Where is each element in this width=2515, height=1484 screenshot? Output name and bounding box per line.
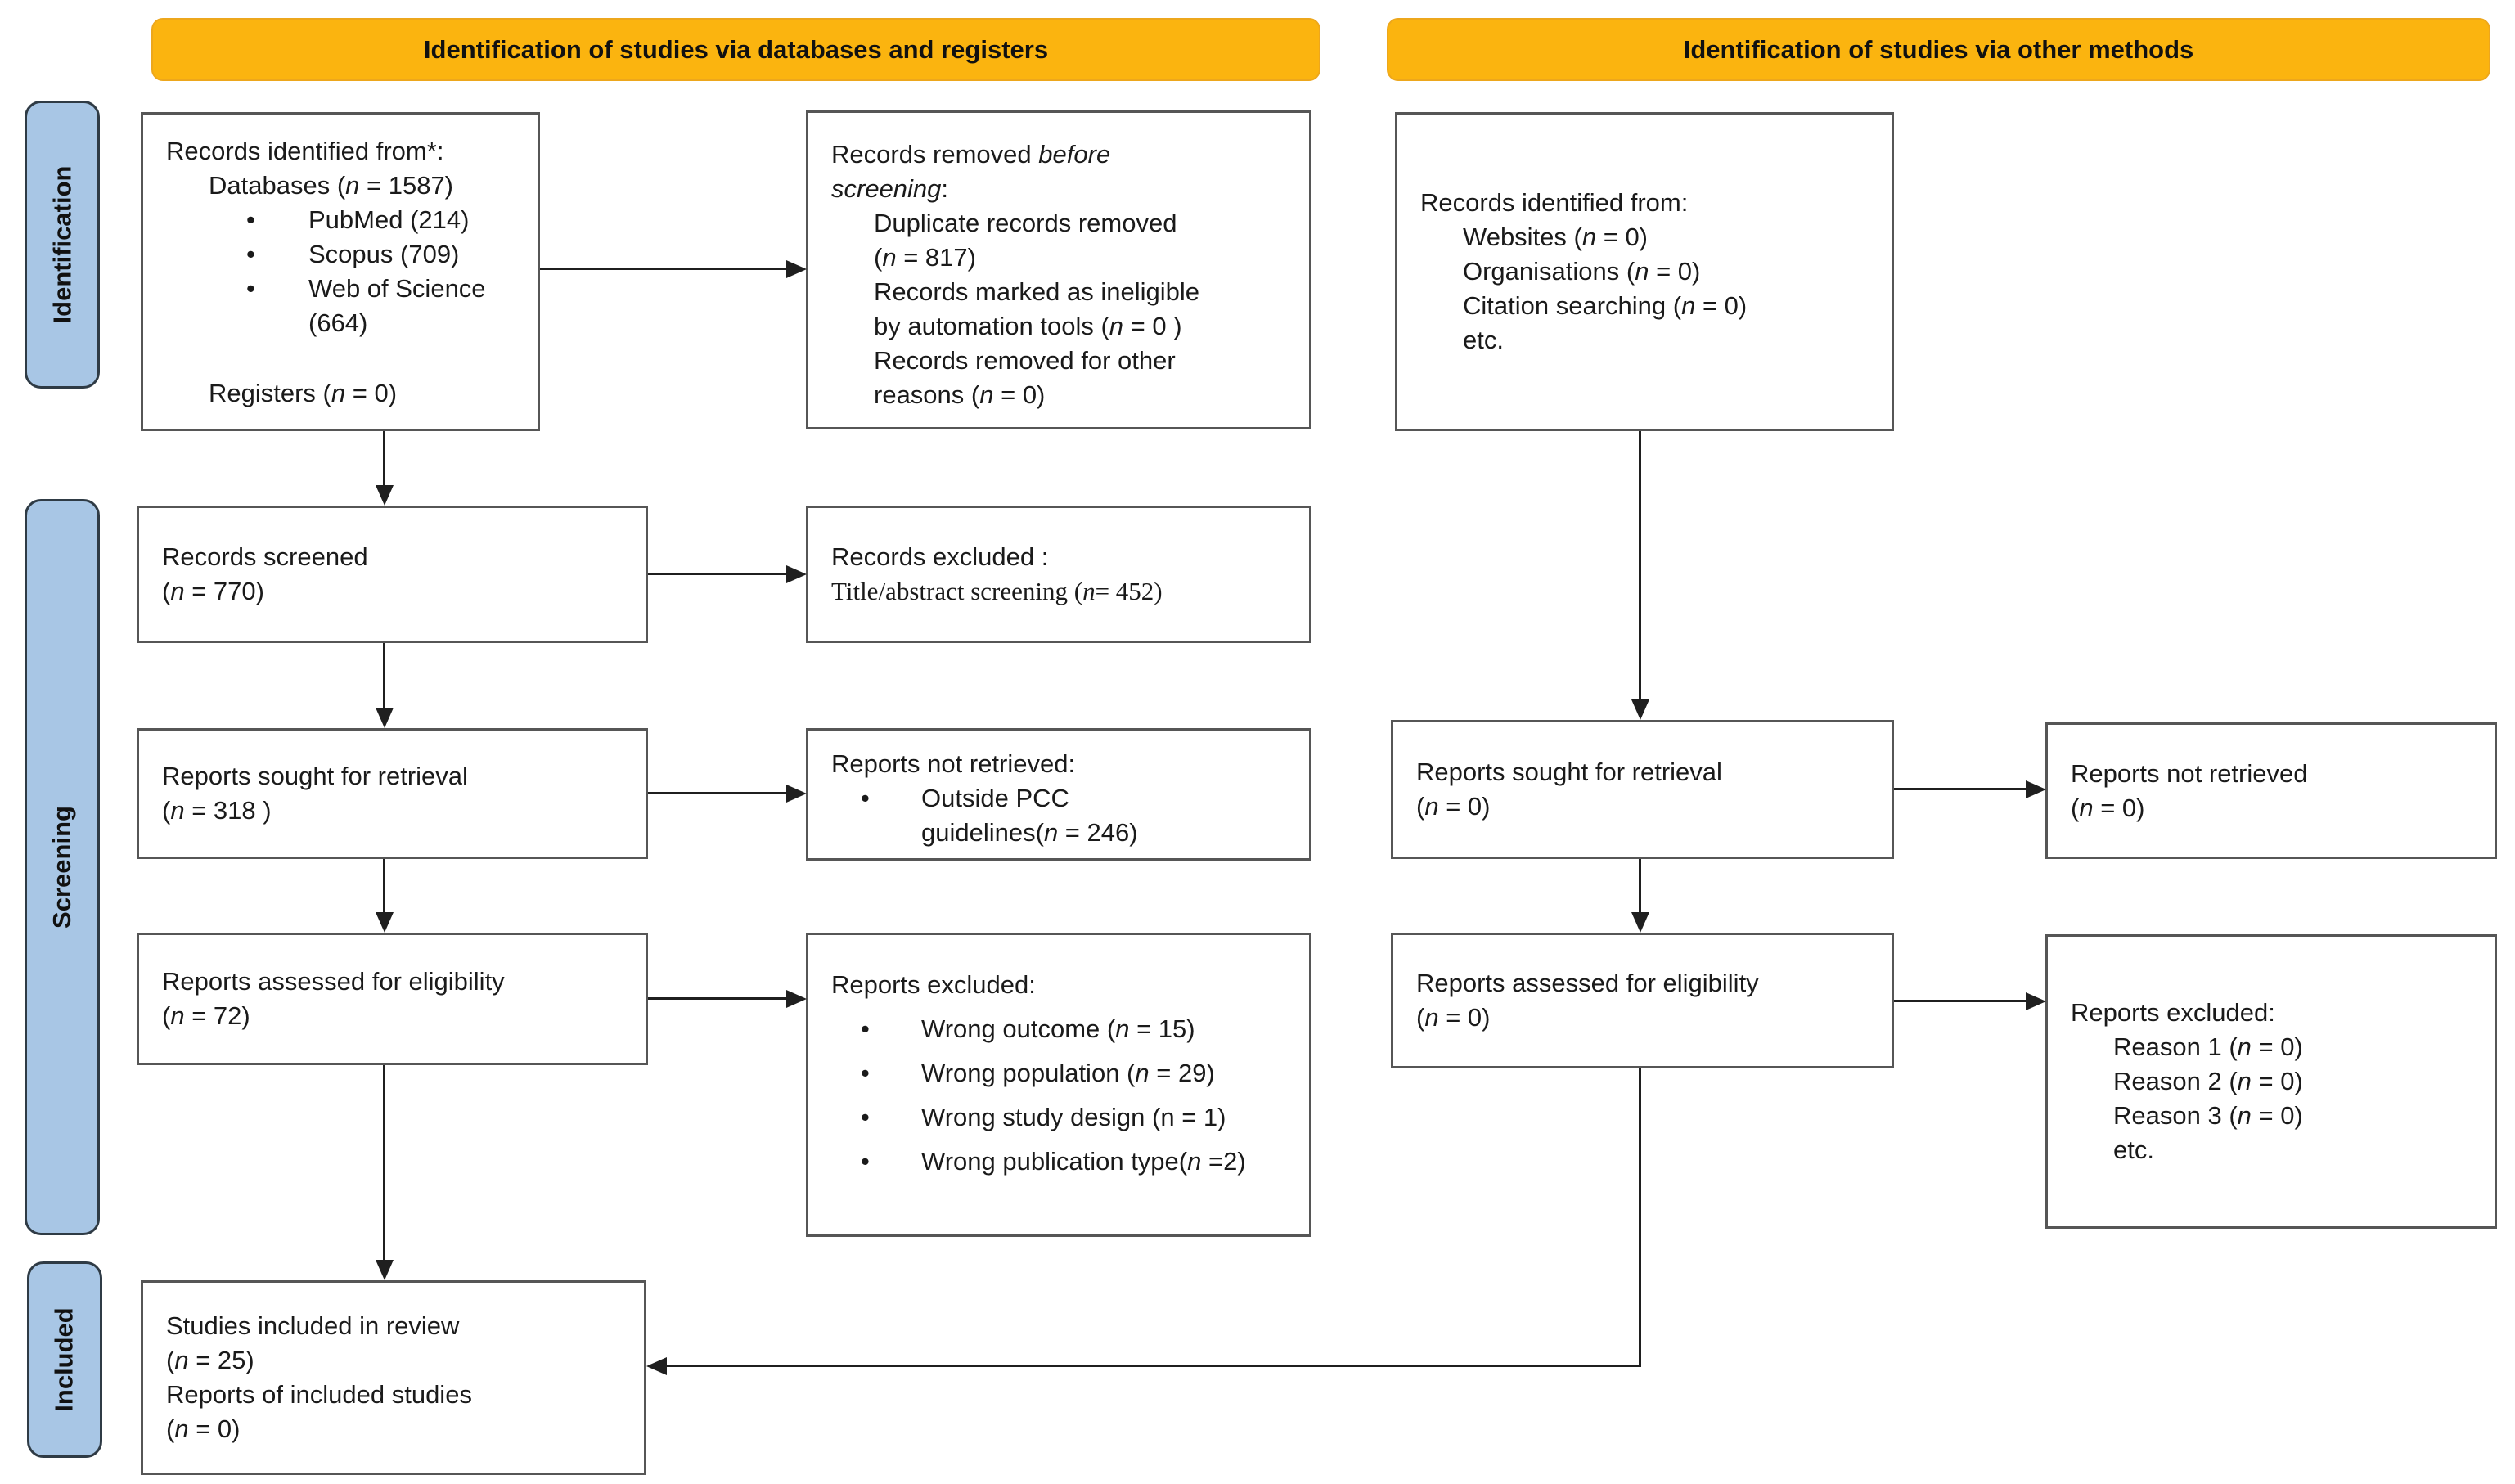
arrow-assessed-to-included-line (383, 1065, 385, 1261)
arrow-screened-to-sought-line (383, 643, 385, 708)
box-line: screening: (831, 174, 949, 203)
box-line: • Wrong population (n = 29) (831, 1056, 1298, 1091)
box-line: Records removed before (831, 140, 1111, 169)
box-records-removed-before-screening (806, 110, 1311, 429)
arrow-identified-to-screened-head (376, 485, 394, 506)
box-line: Organisations (n = 0) (1463, 257, 1701, 286)
box-line: Reports not retrieved: (831, 749, 1076, 778)
arrow-assessed-other-to-excluded-head (2026, 992, 2046, 1010)
phase-tab-screening (25, 499, 100, 1235)
box-line: Reports assessed for eligibility (1416, 969, 1759, 997)
arrow-identified-other-to-sought-head (1631, 699, 1649, 720)
box-line: (n = 72) (162, 1001, 250, 1030)
arrow-sought-other-to-notretrieved-head (2026, 780, 2046, 798)
arrow-sought-to-notretrieved-line (648, 792, 786, 794)
arrow-identified-to-screened-line (383, 431, 385, 486)
banner-databases-registers: Identification of studies via databases and registers (151, 18, 1320, 81)
arrow-screened-to-excluded-head (786, 565, 807, 583)
box-reports-sought-other (1391, 720, 1894, 859)
arrow-identified-other-to-sought-line (1639, 431, 1641, 701)
box-line: Reason 1 (n = 0) (2113, 1032, 2303, 1061)
box-line: reasons (n = 0) (874, 380, 1046, 409)
arrow-assessed-other-to-included-vline (1639, 1068, 1641, 1367)
arrow-assessed-to-excluded-head (786, 990, 807, 1008)
box-line: (n = 0) (1416, 792, 1491, 821)
box-line: Reports excluded: (831, 970, 1036, 999)
box-line: (n = 817) (874, 243, 976, 272)
arrow-sought-other-to-assessed-line (1639, 859, 1641, 913)
arrow-identified-to-removed-head (786, 260, 807, 278)
arrow-sought-to-assessed-head (376, 912, 394, 933)
box-line: • PubMed (214) (166, 203, 526, 237)
arrow-identified-to-removed-line (540, 268, 786, 270)
box-line: (n = 0) (1416, 1003, 1491, 1032)
box-line: Websites (n = 0) (1463, 223, 1649, 251)
box-line: Citation searching (n = 0) (1463, 291, 1748, 320)
box-records-screened (137, 506, 648, 643)
box-line: Reason 2 (n = 0) (2113, 1067, 2303, 1095)
phase-tab-included (27, 1261, 102, 1458)
arrow-sought-to-assessed-line (383, 859, 385, 913)
box-reports-not-retrieved-databases (806, 728, 1311, 861)
box-studies-included (141, 1280, 646, 1475)
arrow-sought-to-notretrieved-head (786, 785, 807, 803)
arrow-assessed-other-to-included-hline (666, 1365, 1641, 1367)
box-line: Records identified from*: (166, 137, 444, 165)
arrow-screened-to-excluded-line (648, 573, 786, 575)
box-line: (n = 25) (166, 1346, 254, 1374)
banner-other-methods: Identification of studies via other methods (1387, 18, 2490, 81)
box-line: Records marked as ineligible (874, 277, 1200, 306)
box-line: Duplicate records removed (874, 209, 1177, 237)
box-line: Reports sought for retrieval (162, 762, 468, 790)
box-line: • Wrong outcome (n = 15) (831, 1012, 1298, 1046)
box-line: Databases (n = 1587) (209, 171, 454, 200)
box-line: Records excluded : (831, 542, 1049, 571)
box-line: Reports of included studies (166, 1380, 472, 1409)
phase-tab-included-label: Included (50, 1307, 79, 1412)
box-line: Reason 3 (n = 0) (2113, 1101, 2303, 1130)
box-reports-not-retrieved-other (2045, 722, 2497, 859)
arrow-screened-to-sought-head (376, 708, 394, 728)
arrow-sought-other-to-notretrieved-line (1894, 788, 2026, 790)
box-line: Title/abstract screening (n= 452) (831, 577, 1163, 605)
box-line: (n = 0) (2071, 793, 2145, 822)
arrow-assessed-to-included-head (376, 1260, 394, 1280)
box-records-identified-databases (141, 112, 540, 431)
box-line: Reports assessed for eligibility (162, 967, 505, 996)
phase-tab-identification-label: Identification (47, 165, 77, 324)
box-line: etc. (2113, 1135, 2154, 1164)
box-line: by automation tools (n = 0 ) (874, 312, 1182, 340)
box-line: • Wrong publication type(n =2) (831, 1144, 1298, 1179)
box-line: Records identified from: (1420, 188, 1689, 217)
box-line: etc. (1463, 326, 1504, 354)
box-line: (n = 0) (166, 1414, 241, 1443)
box-records-excluded (806, 506, 1311, 643)
box-line: Reports sought for retrieval (1416, 758, 1722, 786)
arrow-assessed-other-to-excluded-line (1894, 1000, 2026, 1002)
box-line: (n = 770) (162, 577, 264, 605)
box-reports-excluded-databases (806, 933, 1311, 1237)
box-records-identified-other (1395, 112, 1894, 431)
box-line: Registers (n = 0) (209, 379, 398, 407)
box-line: guidelines(n = 246) (921, 818, 1138, 847)
box-line: • Wrong study design (n = 1) (831, 1100, 1298, 1135)
box-line: Reports not retrieved (2071, 758, 2308, 788)
box-line: (664) (308, 308, 368, 337)
box-line: • Outside PCC (831, 781, 1298, 816)
box-line: • Web of Science (166, 272, 526, 306)
box-line: Records screened (162, 542, 368, 571)
box-reports-assessed-other (1391, 933, 1894, 1068)
phase-tab-screening-label: Screening (47, 806, 77, 929)
box-line: Records removed for other (874, 346, 1176, 375)
box-reports-sought-databases (137, 728, 648, 859)
phase-tab-identification (25, 101, 100, 389)
box-line: (n = 318 ) (162, 796, 272, 825)
arrow-assessed-to-excluded-line (648, 997, 786, 1000)
box-line: Studies included in review (166, 1311, 460, 1340)
arrow-assessed-other-to-included-head (646, 1357, 667, 1375)
arrow-sought-other-to-assessed-head (1631, 912, 1649, 933)
box-reports-excluded-other (2045, 934, 2497, 1229)
box-line: • Scopus (709) (166, 237, 526, 272)
box-line: Reports excluded: (2071, 998, 2275, 1027)
box-reports-assessed-databases (137, 933, 648, 1065)
